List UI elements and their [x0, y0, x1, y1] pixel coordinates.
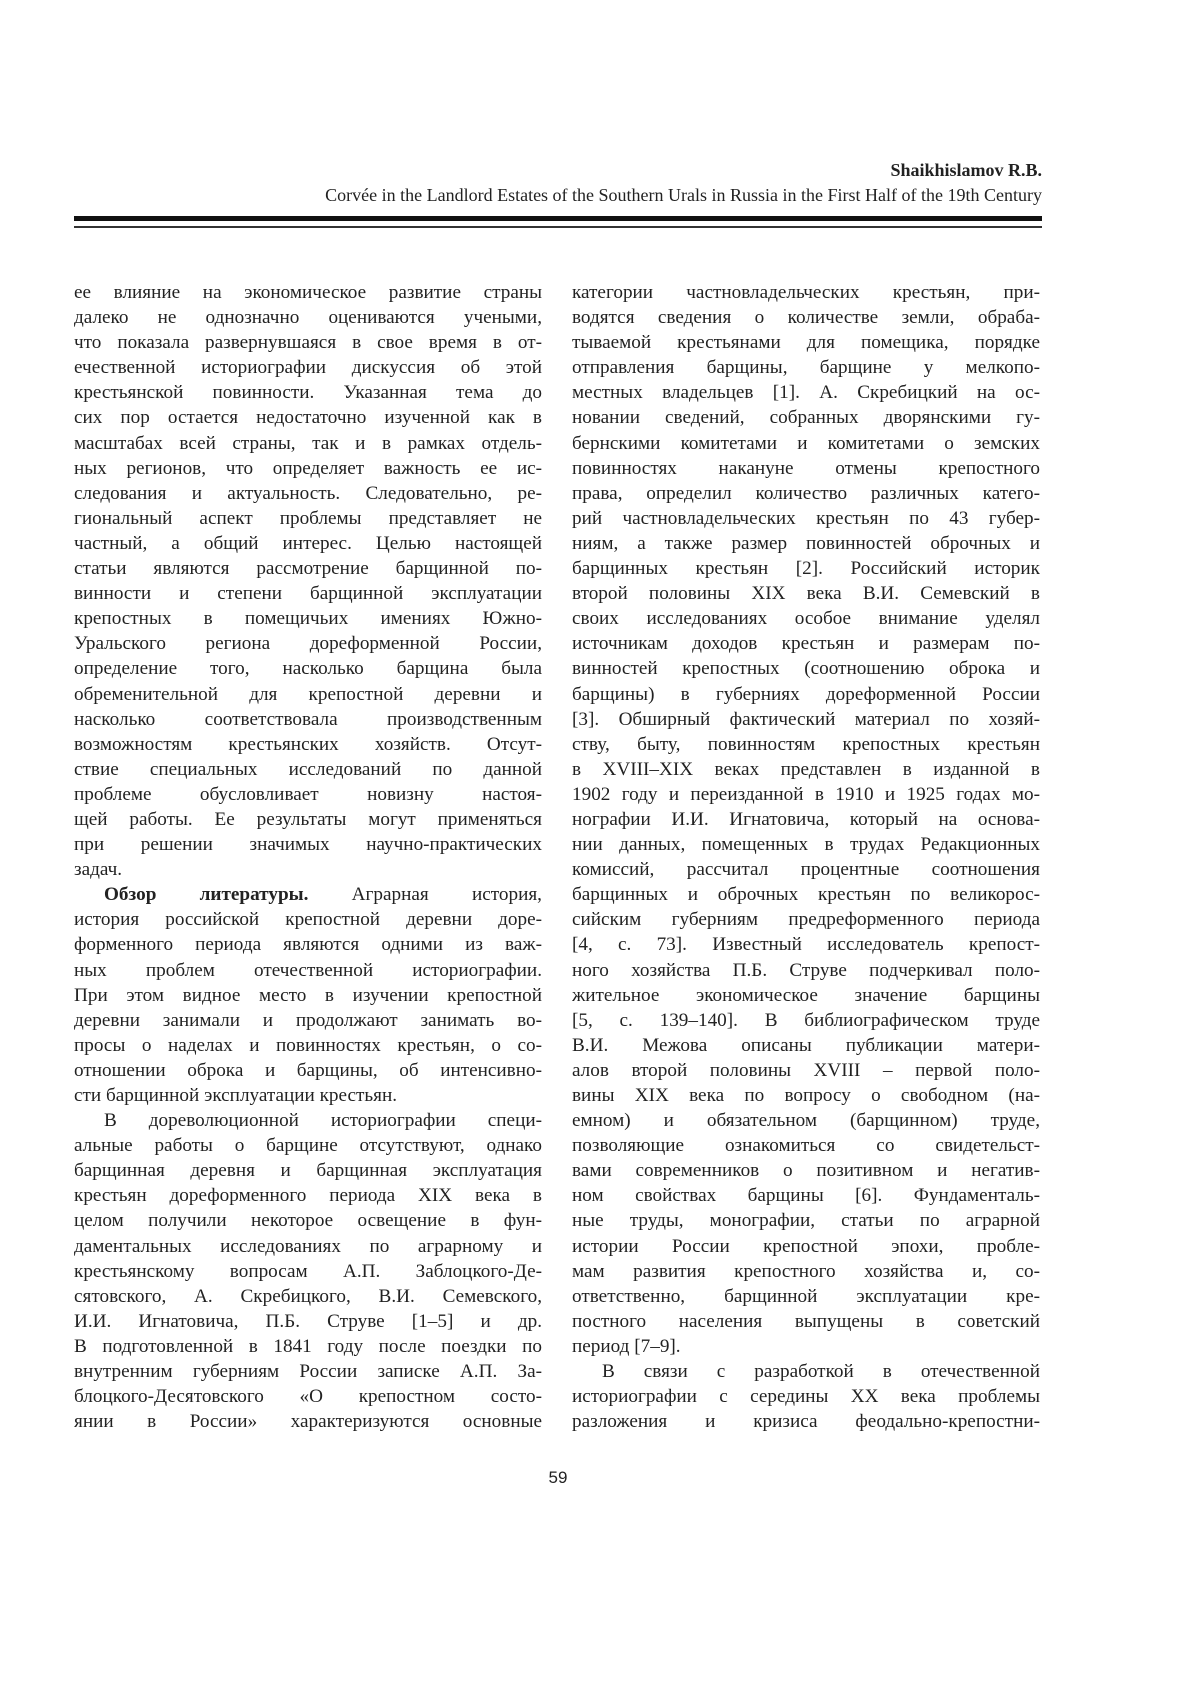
text-line: барщинная деревня и барщинная эксплуатация: [74, 1158, 542, 1183]
text-line: емном) и обязательном (барщинном) труде,: [572, 1108, 1040, 1133]
text-line: И.И. Игнатовича, П.Б. Струве [1–5] и др.: [74, 1309, 542, 1334]
text-line: [4, с. 73]. Известный исследователь крепост-: [572, 932, 1040, 957]
text-line: внутренним губерниям России записке А.П. За-: [74, 1359, 542, 1384]
text-line: категории частновладельческих крестьян, при-: [572, 280, 1040, 305]
text-line: период [7–9].: [572, 1334, 1040, 1359]
text-line: права, определил количество различных катего-: [572, 481, 1040, 506]
text-line: деревни занимали и продолжают занимать во-: [74, 1008, 542, 1033]
text-line: В подготовленной в 1841 году после поездки по: [74, 1334, 542, 1359]
text-line: ных регионов, что определяет важность ее ис-: [74, 456, 542, 481]
text-line: определение того, насколько барщина была: [74, 656, 542, 681]
text-line: крестьянскому вопросам А.П. Заблоцкого-Де-: [74, 1259, 542, 1284]
text-line: винностей крепостных (соотношению оброка и: [572, 656, 1040, 681]
text-line: ном свойствах барщины [6]. Фундаменталь-: [572, 1183, 1040, 1208]
text-line: 1902 году и переизданной в 1910 и 1925 годах мо-: [572, 782, 1040, 807]
header-rule-thick: [74, 216, 1042, 221]
text-line: что показала развернувшаяся в свое время в от-: [74, 330, 542, 355]
text-line: постного населения выпущены в советский: [572, 1309, 1040, 1334]
text-line: водятся сведения о количестве земли, обраба-: [572, 305, 1040, 330]
text-line: крестьянской повинности. Указанная тема до: [74, 380, 542, 405]
text-line: проблеме обусловливает новизну настоя-: [74, 782, 542, 807]
text-line: рий частновладельческих крестьян по 43 губер-: [572, 506, 1040, 531]
text-line: сти барщинной эксплуатации крестьян.: [74, 1083, 542, 1108]
text-column-right: [572, 280, 1040, 1434]
text-line: отношении оброка и барщины, об интенсивно-: [74, 1058, 542, 1083]
text-line: барщинных крестьян [2]. Российский историк: [572, 556, 1040, 581]
text-line: позволяющие ознакомиться со свидетельст-: [572, 1133, 1040, 1158]
page-number: 59: [0, 1468, 1116, 1488]
text-line: барщины) в губерниях дореформенной России: [572, 682, 1040, 707]
text-line: история российской крепостной деревни доре-: [74, 907, 542, 932]
text-line: форменного периода являются одними из важ-: [74, 932, 542, 957]
text-line: [74, 882, 542, 907]
text-line: алов второй половины XVIII – первой поло-: [572, 1058, 1040, 1083]
text-line: отправления барщины, барщине у мелкопо-: [572, 355, 1040, 380]
text-line: В дореволюционной историографии специ-: [74, 1108, 542, 1133]
text-line: при решении значимых научно-практических: [74, 832, 542, 857]
text-line: обременительной для крепостной деревни и: [74, 682, 542, 707]
text-line: жительное экономическое значение барщины: [572, 983, 1040, 1008]
text-line: возможностям крестьянских хозяйств. Отсут-: [74, 732, 542, 757]
text-line: тываемой крестьянами для помещика, порядке: [572, 330, 1040, 355]
text-line: ответственно, барщинной эксплуатации кре-: [572, 1284, 1040, 1309]
text-line: новании сведений, собранных дворянскими гу-: [572, 405, 1040, 430]
running-header-title: Corvée in the Landlord Estates of the Southern Urals in Russia in the First Half of the 19th Century: [74, 185, 1042, 206]
text-line: вами современников о позитивном и негатив-: [572, 1158, 1040, 1183]
text-line: нии данных, помещенных в трудах Редакционных: [572, 832, 1040, 857]
text-line: [5, с. 139–140]. В библиографическом труде: [572, 1008, 1040, 1033]
text-line: частный, а общий интерес. Целью настоящей: [74, 531, 542, 556]
text-line: ные труды, монографии, статьи по аграрной: [572, 1208, 1040, 1233]
text-line: В.И. Межова описаны публикации матери-: [572, 1033, 1040, 1058]
text-line: задач.: [74, 857, 542, 882]
text-line: гиональный аспект проблемы представляет не: [74, 506, 542, 531]
text-line: сийским губерниям предреформенного периода: [572, 907, 1040, 932]
text-line: своих исследованиях особое внимание уделял: [572, 606, 1040, 631]
text-line-content: Аграрная история,: [308, 884, 542, 905]
text-line: повинностях накануне отмены крепостного: [572, 456, 1040, 481]
text-line: историографии с середины XX века проблемы: [572, 1384, 1040, 1409]
text-line: нографии И.И. Игнатовича, который на основа-: [572, 807, 1040, 832]
text-line: [3]. Обширный фактический материал по хозяй-: [572, 707, 1040, 732]
running-header-author: Shaikhislamov R.B.: [74, 160, 1042, 181]
text-line: в XVIII–XIX веках представлен в изданной в: [572, 757, 1040, 782]
text-line: сятовского, А. Скребицкого, В.И. Семевского,: [74, 1284, 542, 1309]
text-line: ее влияние на экономическое развитие страны: [74, 280, 542, 305]
text-line: ствие специальных исследований по данной: [74, 757, 542, 782]
text-line: В связи с разработкой в отечественной: [572, 1359, 1040, 1384]
text-line: ных проблем отечественной историографии.: [74, 958, 542, 983]
text-line: Уральского региона дореформенной России,: [74, 631, 542, 656]
text-line: статьи являются рассмотрение барщинной по-: [74, 556, 542, 581]
text-line: второй половины XIX века В.И. Семевский в: [572, 581, 1040, 606]
text-line: ству, быту, повинностям крепостных крестьян: [572, 732, 1040, 757]
text-line: масштабах всей страны, так и в рамках отдель-: [74, 431, 542, 456]
text-line: даментальных исследованиях по аграрному и: [74, 1234, 542, 1259]
text-line: блоцкого-Десятовского «О крепостном состо-: [74, 1384, 542, 1409]
text-line: крестьян дореформенного периода XIX века в: [74, 1183, 542, 1208]
text-line: вины XIX века по вопросу о свободном (на-: [572, 1083, 1040, 1108]
text-line: альные работы о барщине отсутствуют, однако: [74, 1133, 542, 1158]
text-line: бернскими комитетами и комитетами о земских: [572, 431, 1040, 456]
text-column-left: [74, 280, 542, 1434]
text-line: При этом видное место в изучении крепостной: [74, 983, 542, 1008]
text-line: крепостных в помещичьих имениях Южно-: [74, 606, 542, 631]
text-line: источникам доходов крестьян и размерам по-: [572, 631, 1040, 656]
text-line: комиссий, рассчитал процентные соотношения: [572, 857, 1040, 882]
text-line: далеко не однозначно оцениваются учеными,: [74, 305, 542, 330]
text-line: сих пор остается недостаточно изученной как в: [74, 405, 542, 430]
text-line: истории России крепостной эпохи, пробле-: [572, 1234, 1040, 1259]
header-rule-thin: [74, 226, 1042, 228]
text-line: ечественной историографии дискуссия об этой: [74, 355, 542, 380]
text-line: барщинных и оброчных крестьян по великорос-: [572, 882, 1040, 907]
text-line: следования и актуальность. Следовательно, ре-: [74, 481, 542, 506]
section-heading: Обзор литературы.: [104, 884, 308, 905]
text-line: винности и степени барщинной эксплуатации: [74, 581, 542, 606]
text-line: мам развития крепостного хозяйства и, со-: [572, 1259, 1040, 1284]
text-line: щей работы. Ее результаты могут применяться: [74, 807, 542, 832]
text-line: просы о наделах и повинностях крестьян, о со-: [74, 1033, 542, 1058]
text-line: ниям, а также размер повинностей оброчных и: [572, 531, 1040, 556]
text-line: ного хозяйства П.Б. Струве подчеркивал поло-: [572, 958, 1040, 983]
text-line: разложения и кризиса феодально-крепостни-: [572, 1409, 1040, 1434]
text-line: насколько соответствовала производственным: [74, 707, 542, 732]
text-line: местных владельцев [1]. А. Скребицкий на ос-: [572, 380, 1040, 405]
text-line: целом получили некоторое освещение в фун-: [74, 1208, 542, 1233]
text-line: янии в России» характеризуются основные: [74, 1409, 542, 1434]
